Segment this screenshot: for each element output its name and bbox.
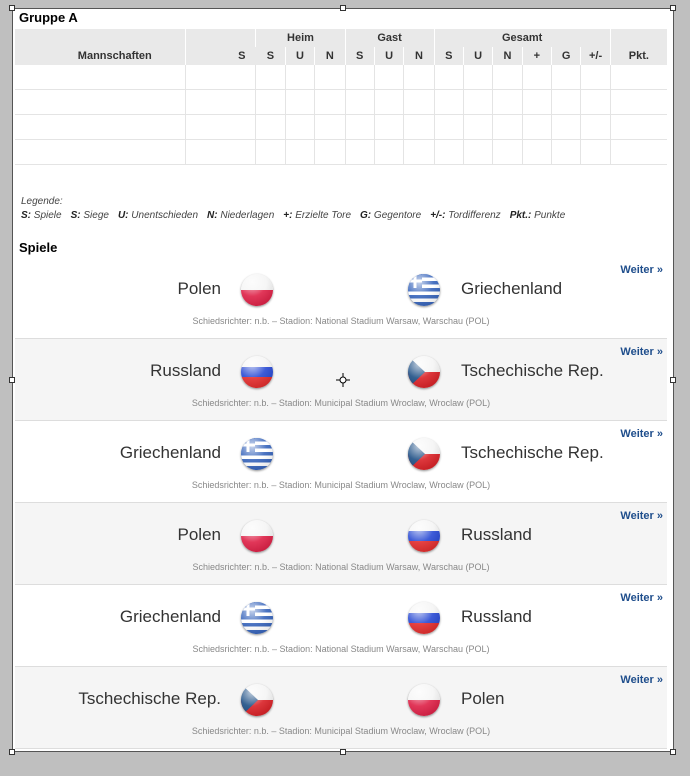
more-link[interactable]: Weiter » [620,510,663,522]
match-info: Schiedsrichter: n.b. – Stadion: National Stadium Warsaw, Warschau (POL) [192,316,490,326]
match-info: Schiedsrichter: n.b. – Stadion: Municipal Stadium Wroclaw, Wroclaw (POL) [191,398,491,408]
russia-flag-icon [241,356,273,388]
col-header-games: S [185,29,256,65]
col-header-team: Mannschaften [15,29,185,65]
match-row [15,421,667,503]
away-team-name[interactable]: Russland [461,607,532,626]
legend-title: Legende: [21,196,63,207]
legend-item [21,210,62,221]
legend-text: Gegentore [373,210,422,221]
legend-key: +: [283,210,293,221]
home-team-name[interactable]: Tschechische Rep. [78,689,221,708]
col-header-total: Gesamt [434,29,610,47]
czech-flag-icon [241,684,273,716]
legend-text: Niederlagen [220,210,275,221]
move-cursor-icon [336,373,350,387]
home-team-name[interactable]: Russland [150,361,221,380]
russia-flag-icon [408,602,440,634]
resize-handle-bottom-left[interactable] [9,749,15,755]
col-header-home: Heim [256,29,345,47]
away-team-name[interactable]: Russland [461,525,532,544]
poland-flag-icon [241,520,273,552]
greece-flag-icon [408,274,440,306]
legend-item [510,210,566,221]
legend-item [118,210,198,221]
match-info: Schiedsrichter: n.b. – Stadion: Municipal Stadium Wroclaw, Wroclaw (POL) [191,726,491,736]
legend-key: +/-: [430,210,446,221]
russia-flag-icon [408,520,440,552]
home-team-name[interactable]: Polen [177,279,221,298]
legend-key: G: [360,210,372,221]
resize-handle-top-left[interactable] [9,5,15,11]
col-header-away-wins: S [345,47,374,65]
table-row [15,140,667,165]
legend [21,196,574,221]
match-row [15,585,667,667]
resize-handle-right[interactable] [670,377,676,383]
home-team-name[interactable]: Griechenland [119,443,221,462]
legend-text: Spiele [33,210,62,221]
resize-handle-top[interactable] [340,5,346,11]
legend-item [207,210,274,221]
legend-key: S: [70,210,81,221]
more-link[interactable]: Weiter » [620,674,663,686]
col-header-total-losses: N [493,47,522,65]
group-title: Gruppe A [19,10,78,25]
table-row [15,65,667,90]
away-team-name[interactable]: Tschechische Rep. [461,361,604,380]
col-header-total-wins: S [434,47,463,65]
legend-items [21,210,574,221]
games-title: Spiele [19,240,58,255]
col-header-home-losses: N [315,47,345,65]
table-row [15,115,667,140]
col-header-away: Gast [345,29,434,47]
more-link[interactable]: Weiter » [620,592,663,604]
col-header-away-draws: U [374,47,403,65]
poland-flag-icon [408,684,440,716]
legend-key: N: [207,210,218,221]
resize-handle-bottom-right[interactable] [670,749,676,755]
col-header-goal-diff: +/- [581,47,610,65]
col-header-home-wins: S [256,47,285,65]
resize-handle-left[interactable] [9,377,15,383]
col-header-total-draws: U [463,47,492,65]
col-header-home-draws: U [285,47,314,65]
legend-text: Siege [83,210,109,221]
legend-key: U: [117,210,129,221]
more-link[interactable]: Weiter » [620,428,663,440]
greece-flag-icon [241,602,273,634]
match-row [15,257,667,339]
legend-key: S: [21,210,31,221]
more-link[interactable]: Weiter » [620,346,663,358]
table-row [15,90,667,115]
col-header-points: Pkt. [610,29,667,65]
resize-handle-bottom[interactable] [340,749,346,755]
legend-text: Erzielte Tore [295,210,352,221]
legend-text: Tordifferenz [448,210,501,221]
match-row [15,667,667,749]
away-team-name[interactable]: Tschechische Rep. [461,443,604,462]
resize-handle-top-right[interactable] [670,5,676,11]
czech-flag-icon [408,438,440,470]
home-team-name[interactable]: Griechenland [119,607,221,626]
legend-text: Punkte [534,210,566,221]
match-info: Schiedsrichter: n.b. – Stadion: Municipal Stadium Wroclaw, Wroclaw (POL) [191,480,491,490]
match-info: Schiedsrichter: n.b. – Stadion: National Stadium Warsaw, Warschau (POL) [192,644,490,654]
home-team-name[interactable]: Polen [177,525,221,544]
czech-flag-icon [408,356,440,388]
standings-table [15,29,667,165]
match-row [15,503,667,585]
legend-item [283,210,351,221]
col-header-away-losses: N [404,47,434,65]
greece-flag-icon [241,438,273,470]
legend-item [71,210,109,221]
legend-text: Unentschieden [131,210,199,221]
col-header-goals-for: + [522,47,551,65]
away-team-name[interactable]: Polen [461,689,505,708]
poland-flag-icon [241,274,273,306]
legend-key: Pkt.: [509,210,532,221]
legend-item [360,210,421,221]
more-link[interactable]: Weiter » [620,264,663,276]
col-header-goals-against: G [552,47,581,65]
legend-item [430,210,501,221]
match-info: Schiedsrichter: n.b. – Stadion: National Stadium Warsaw, Warschau (POL) [192,562,490,572]
away-team-name[interactable]: Griechenland [461,279,563,298]
